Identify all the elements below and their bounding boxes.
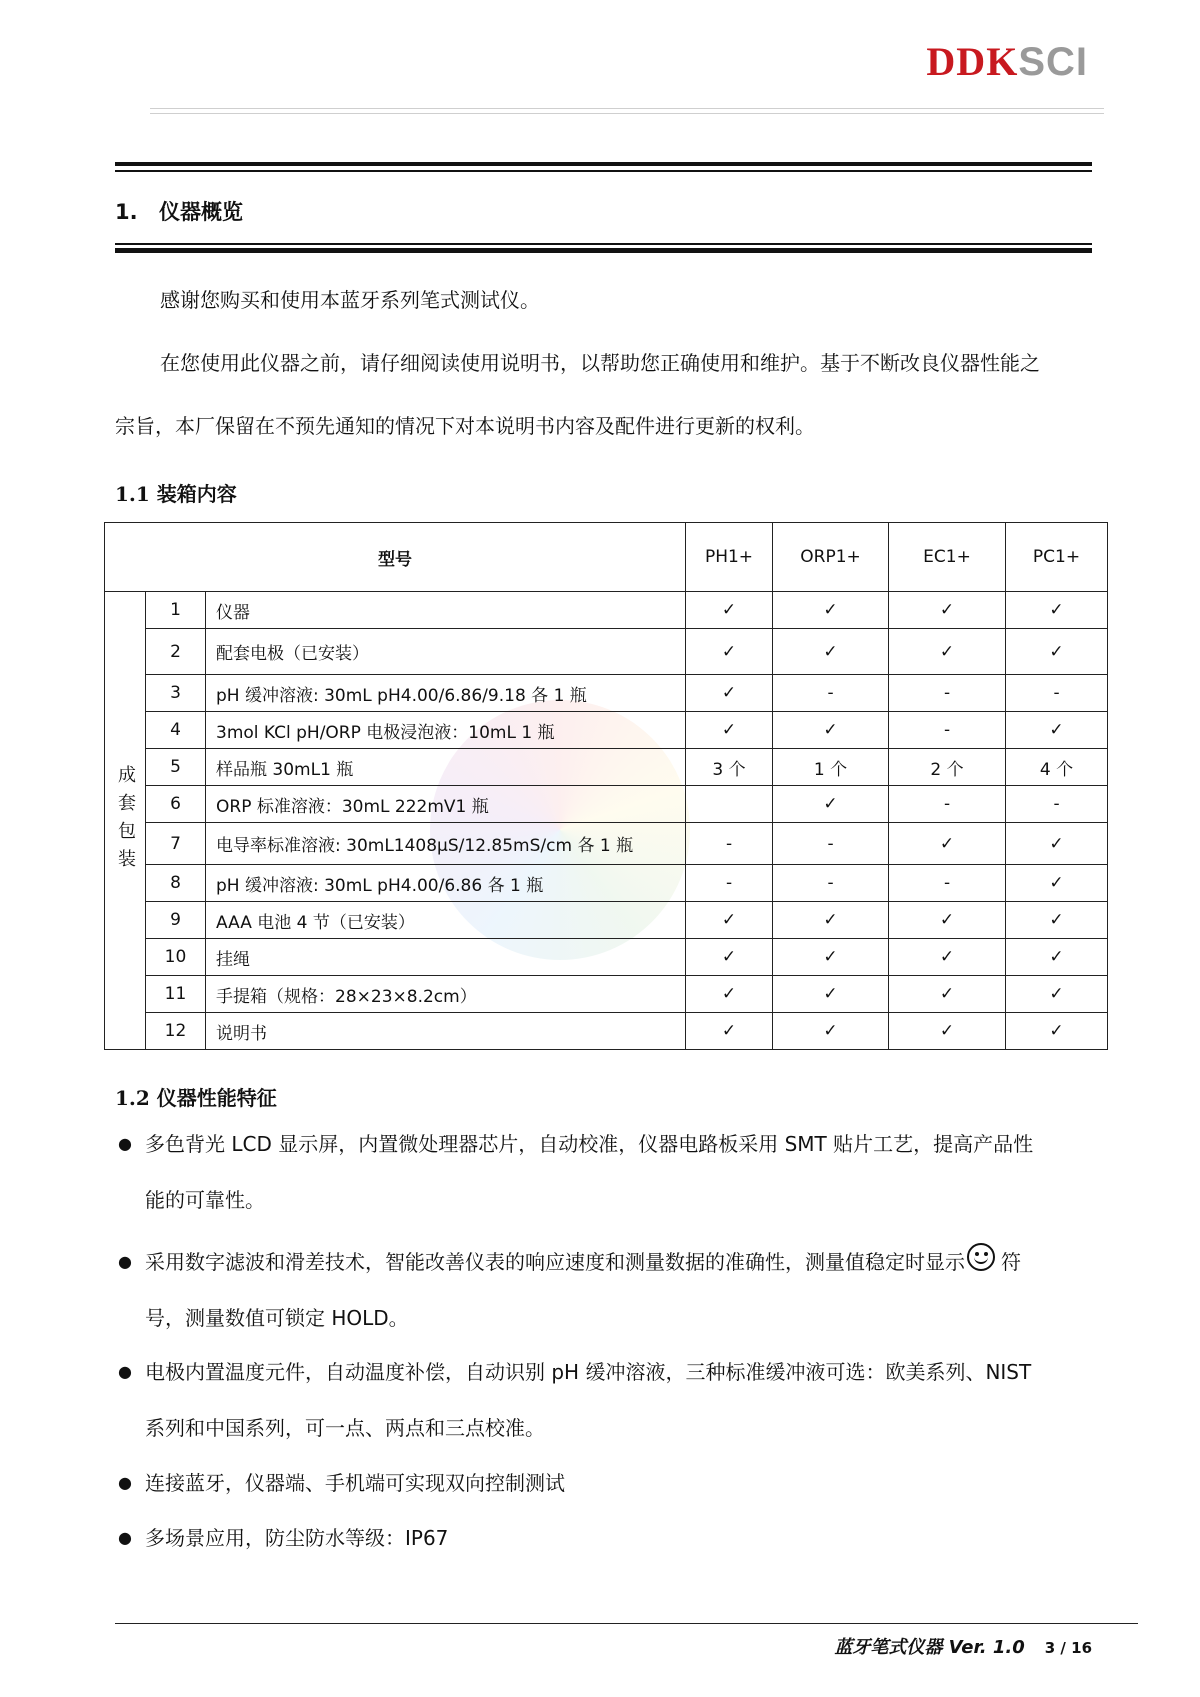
row-item: 配套电极（已安装） bbox=[206, 629, 686, 675]
smiley-icon bbox=[967, 1243, 995, 1271]
table-row bbox=[105, 939, 1108, 976]
group-label: 成套包装 bbox=[105, 592, 146, 1050]
feature-text-4: 连接蓝牙，仪器端、手机端可实现双向控制测试 bbox=[145, 1471, 565, 1495]
feature-text-3b: 系列和中国系列，可一点、两点和三点校准。 bbox=[145, 1416, 545, 1440]
cell-ec1: ✓ bbox=[889, 939, 1006, 976]
intro-paragraph-1: 感谢您购买和使用本蓝牙系列笔式测试仪。 bbox=[160, 288, 540, 312]
row-item: 仪器 bbox=[206, 592, 686, 629]
cell-orp1: ✓ bbox=[773, 939, 889, 976]
row-number: 2 bbox=[146, 629, 206, 675]
row-item: AAA 电池 4 节（已安装） bbox=[206, 902, 686, 939]
feature-item bbox=[118, 1455, 1098, 1511]
feature-text-1a: 多色背光 LCD 显示屏，内置微处理器芯片，自动校准，仪器电路板采用 SMT 贴片工艺，提高产品性 bbox=[145, 1132, 1034, 1156]
page-number: 3 / 16 bbox=[1044, 1639, 1092, 1657]
cell-ph1: ✓ bbox=[686, 902, 773, 939]
cell-orp1: - bbox=[773, 823, 889, 865]
footer bbox=[834, 1633, 1092, 1659]
bullet-dot-icon: ● bbox=[118, 1252, 132, 1271]
logo-suffix: SCI bbox=[1018, 40, 1088, 84]
section-number: 1. bbox=[115, 200, 138, 224]
packing-heading: 1.1 装箱内容 bbox=[115, 482, 237, 506]
row-item: 样品瓶 30mL1 瓶 bbox=[206, 749, 686, 786]
row-item: 3mol KCl pH/ORP 电极浸泡液：10mL 1 瓶 bbox=[206, 712, 686, 749]
cell-pc1: ✓ bbox=[1006, 1013, 1108, 1050]
feature-text-2a-end: 符 bbox=[1001, 1250, 1021, 1274]
table-row bbox=[105, 976, 1108, 1013]
table-row bbox=[105, 823, 1108, 865]
row-number: 10 bbox=[146, 939, 206, 976]
cell-ec1: - bbox=[889, 865, 1006, 902]
row-item: 说明书 bbox=[206, 1013, 686, 1050]
row-number: 8 bbox=[146, 865, 206, 902]
cell-ph1: ✓ bbox=[686, 629, 773, 675]
cell-ec1: 2 个 bbox=[889, 749, 1006, 786]
row-number: 12 bbox=[146, 1013, 206, 1050]
cell-ec1: - bbox=[889, 712, 1006, 749]
row-item: ORP 标准溶液：30mL 222mV1 瓶 bbox=[206, 786, 686, 823]
bullet-dot-icon: ● bbox=[118, 1528, 132, 1547]
bullet-dot-icon: ● bbox=[118, 1362, 132, 1381]
cell-ec1: ✓ bbox=[889, 976, 1006, 1013]
cell-orp1: - bbox=[773, 675, 889, 712]
bullet-dot-icon: ● bbox=[118, 1134, 132, 1153]
cell-ph1 bbox=[686, 786, 773, 823]
cell-pc1: ✓ bbox=[1006, 823, 1108, 865]
section-title bbox=[115, 196, 243, 226]
cell-ph1: ✓ bbox=[686, 675, 773, 712]
cell-pc1: ✓ bbox=[1006, 939, 1108, 976]
section-rule-bottom-thin bbox=[115, 243, 1092, 245]
table-row bbox=[105, 592, 1108, 629]
table-row bbox=[105, 902, 1108, 939]
cell-pc1: ✓ bbox=[1006, 865, 1108, 902]
cell-ec1: ✓ bbox=[889, 823, 1006, 865]
row-item: pH 缓冲溶液: 30mL pH4.00/6.86 各 1 瓶 bbox=[206, 865, 686, 902]
feature-text-2a bbox=[145, 1234, 1098, 1290]
model-ec1: EC1+ bbox=[889, 523, 1006, 592]
cell-orp1: 1 个 bbox=[773, 749, 889, 786]
cell-orp1: ✓ bbox=[773, 976, 889, 1013]
cell-pc1: ✓ bbox=[1006, 976, 1108, 1013]
table-header-row bbox=[105, 523, 1108, 592]
table-row bbox=[105, 712, 1108, 749]
row-number: 7 bbox=[146, 823, 206, 865]
intro-paragraph-2-line-2: 宗旨，本厂保留在不预先通知的情况下对本说明书内容及配件进行更新的权利。 bbox=[115, 414, 815, 438]
header-divider bbox=[150, 108, 1104, 114]
footer-title: 蓝牙笔式仪器 Ver. 1.0 bbox=[834, 1637, 1025, 1658]
cell-ph1: - bbox=[686, 865, 773, 902]
row-item: pH 缓冲溶液: 30mL pH4.00/6.86/9.18 各 1 瓶 bbox=[206, 675, 686, 712]
intro-paragraph-2-line-1: 在您使用此仪器之前，请仔细阅读使用说明书，以帮助您正确使用和维护。基于不断改良仪器性能之 bbox=[160, 351, 1040, 375]
row-item: 挂绳 bbox=[206, 939, 686, 976]
cell-orp1: ✓ bbox=[773, 1013, 889, 1050]
cell-ph1: ✓ bbox=[686, 712, 773, 749]
row-item: 手提箱（规格：28×23×8.2cm） bbox=[206, 976, 686, 1013]
cell-orp1: ✓ bbox=[773, 629, 889, 675]
cell-orp1: ✓ bbox=[773, 592, 889, 629]
feature-text-2b: 号，测量数值可锁定 HOLD。 bbox=[145, 1306, 409, 1330]
feature-item bbox=[118, 1344, 1098, 1456]
cell-ph1: ✓ bbox=[686, 976, 773, 1013]
cell-orp1: ✓ bbox=[773, 902, 889, 939]
cell-ec1: ✓ bbox=[889, 1013, 1006, 1050]
row-number: 5 bbox=[146, 749, 206, 786]
row-number: 4 bbox=[146, 712, 206, 749]
packing-table bbox=[104, 522, 1108, 1050]
table-row bbox=[105, 675, 1108, 712]
feature-text-2a-main: 采用数字滤波和滑差技术，智能改善仪表的响应速度和测量数据的准确性，测量值稳定时显示 bbox=[145, 1250, 965, 1274]
cell-ec1: ✓ bbox=[889, 902, 1006, 939]
row-number: 9 bbox=[146, 902, 206, 939]
cell-pc1: ✓ bbox=[1006, 902, 1108, 939]
cell-ph1: - bbox=[686, 823, 773, 865]
cell-ph1: 3 个 bbox=[686, 749, 773, 786]
row-number: 6 bbox=[146, 786, 206, 823]
table-row bbox=[105, 1013, 1108, 1050]
row-item: 电导率标准溶液: 30mL1408μS/12.85mS/cm 各 1 瓶 bbox=[206, 823, 686, 865]
model-ph1: PH1+ bbox=[686, 523, 773, 592]
cell-orp1: ✓ bbox=[773, 786, 889, 823]
section-rule-top bbox=[115, 162, 1092, 166]
cell-orp1: ✓ bbox=[773, 712, 889, 749]
feature-item bbox=[118, 1234, 1098, 1346]
table-row bbox=[105, 786, 1108, 823]
section-title-text: 仪器概览 bbox=[159, 200, 243, 224]
cell-pc1: ✓ bbox=[1006, 592, 1108, 629]
logo-brand: DDK bbox=[926, 39, 1019, 84]
cell-pc1: - bbox=[1006, 786, 1108, 823]
cell-pc1: ✓ bbox=[1006, 712, 1108, 749]
cell-ec1: - bbox=[889, 675, 1006, 712]
model-header: 型号 bbox=[105, 523, 686, 592]
table-row bbox=[105, 749, 1108, 786]
row-number: 3 bbox=[146, 675, 206, 712]
footer-divider bbox=[115, 1623, 1138, 1624]
section-rule-top-thin bbox=[115, 170, 1092, 172]
cell-pc1: 4 个 bbox=[1006, 749, 1108, 786]
model-orp1: ORP1+ bbox=[773, 523, 889, 592]
cell-ec1: - bbox=[889, 786, 1006, 823]
row-number: 1 bbox=[146, 592, 206, 629]
cell-ph1: ✓ bbox=[686, 939, 773, 976]
cell-ph1: ✓ bbox=[686, 592, 773, 629]
features-heading: 1.2 仪器性能特征 bbox=[115, 1086, 277, 1110]
cell-ec1: ✓ bbox=[889, 629, 1006, 675]
model-pc1: PC1+ bbox=[1006, 523, 1108, 592]
feature-text-5: 多场景应用，防尘防水等级：IP67 bbox=[145, 1526, 449, 1550]
brand-logo bbox=[926, 39, 1088, 84]
cell-pc1: - bbox=[1006, 675, 1108, 712]
feature-text-3a: 电极内置温度元件，自动温度补偿，自动识别 pH 缓冲溶液，三种标准缓冲液可选：欧美系列、NIST bbox=[145, 1360, 1032, 1384]
cell-orp1: - bbox=[773, 865, 889, 902]
feature-text-1b: 能的可靠性。 bbox=[145, 1188, 265, 1212]
cell-ec1: ✓ bbox=[889, 592, 1006, 629]
cell-pc1: ✓ bbox=[1006, 629, 1108, 675]
row-number: 11 bbox=[146, 976, 206, 1013]
table-row bbox=[105, 865, 1108, 902]
feature-item bbox=[118, 1510, 1098, 1566]
table-row bbox=[105, 629, 1108, 675]
cell-ph1: ✓ bbox=[686, 1013, 773, 1050]
feature-item bbox=[118, 1116, 1098, 1228]
bullet-dot-icon: ● bbox=[118, 1473, 132, 1492]
section-rule-bottom bbox=[115, 248, 1092, 253]
